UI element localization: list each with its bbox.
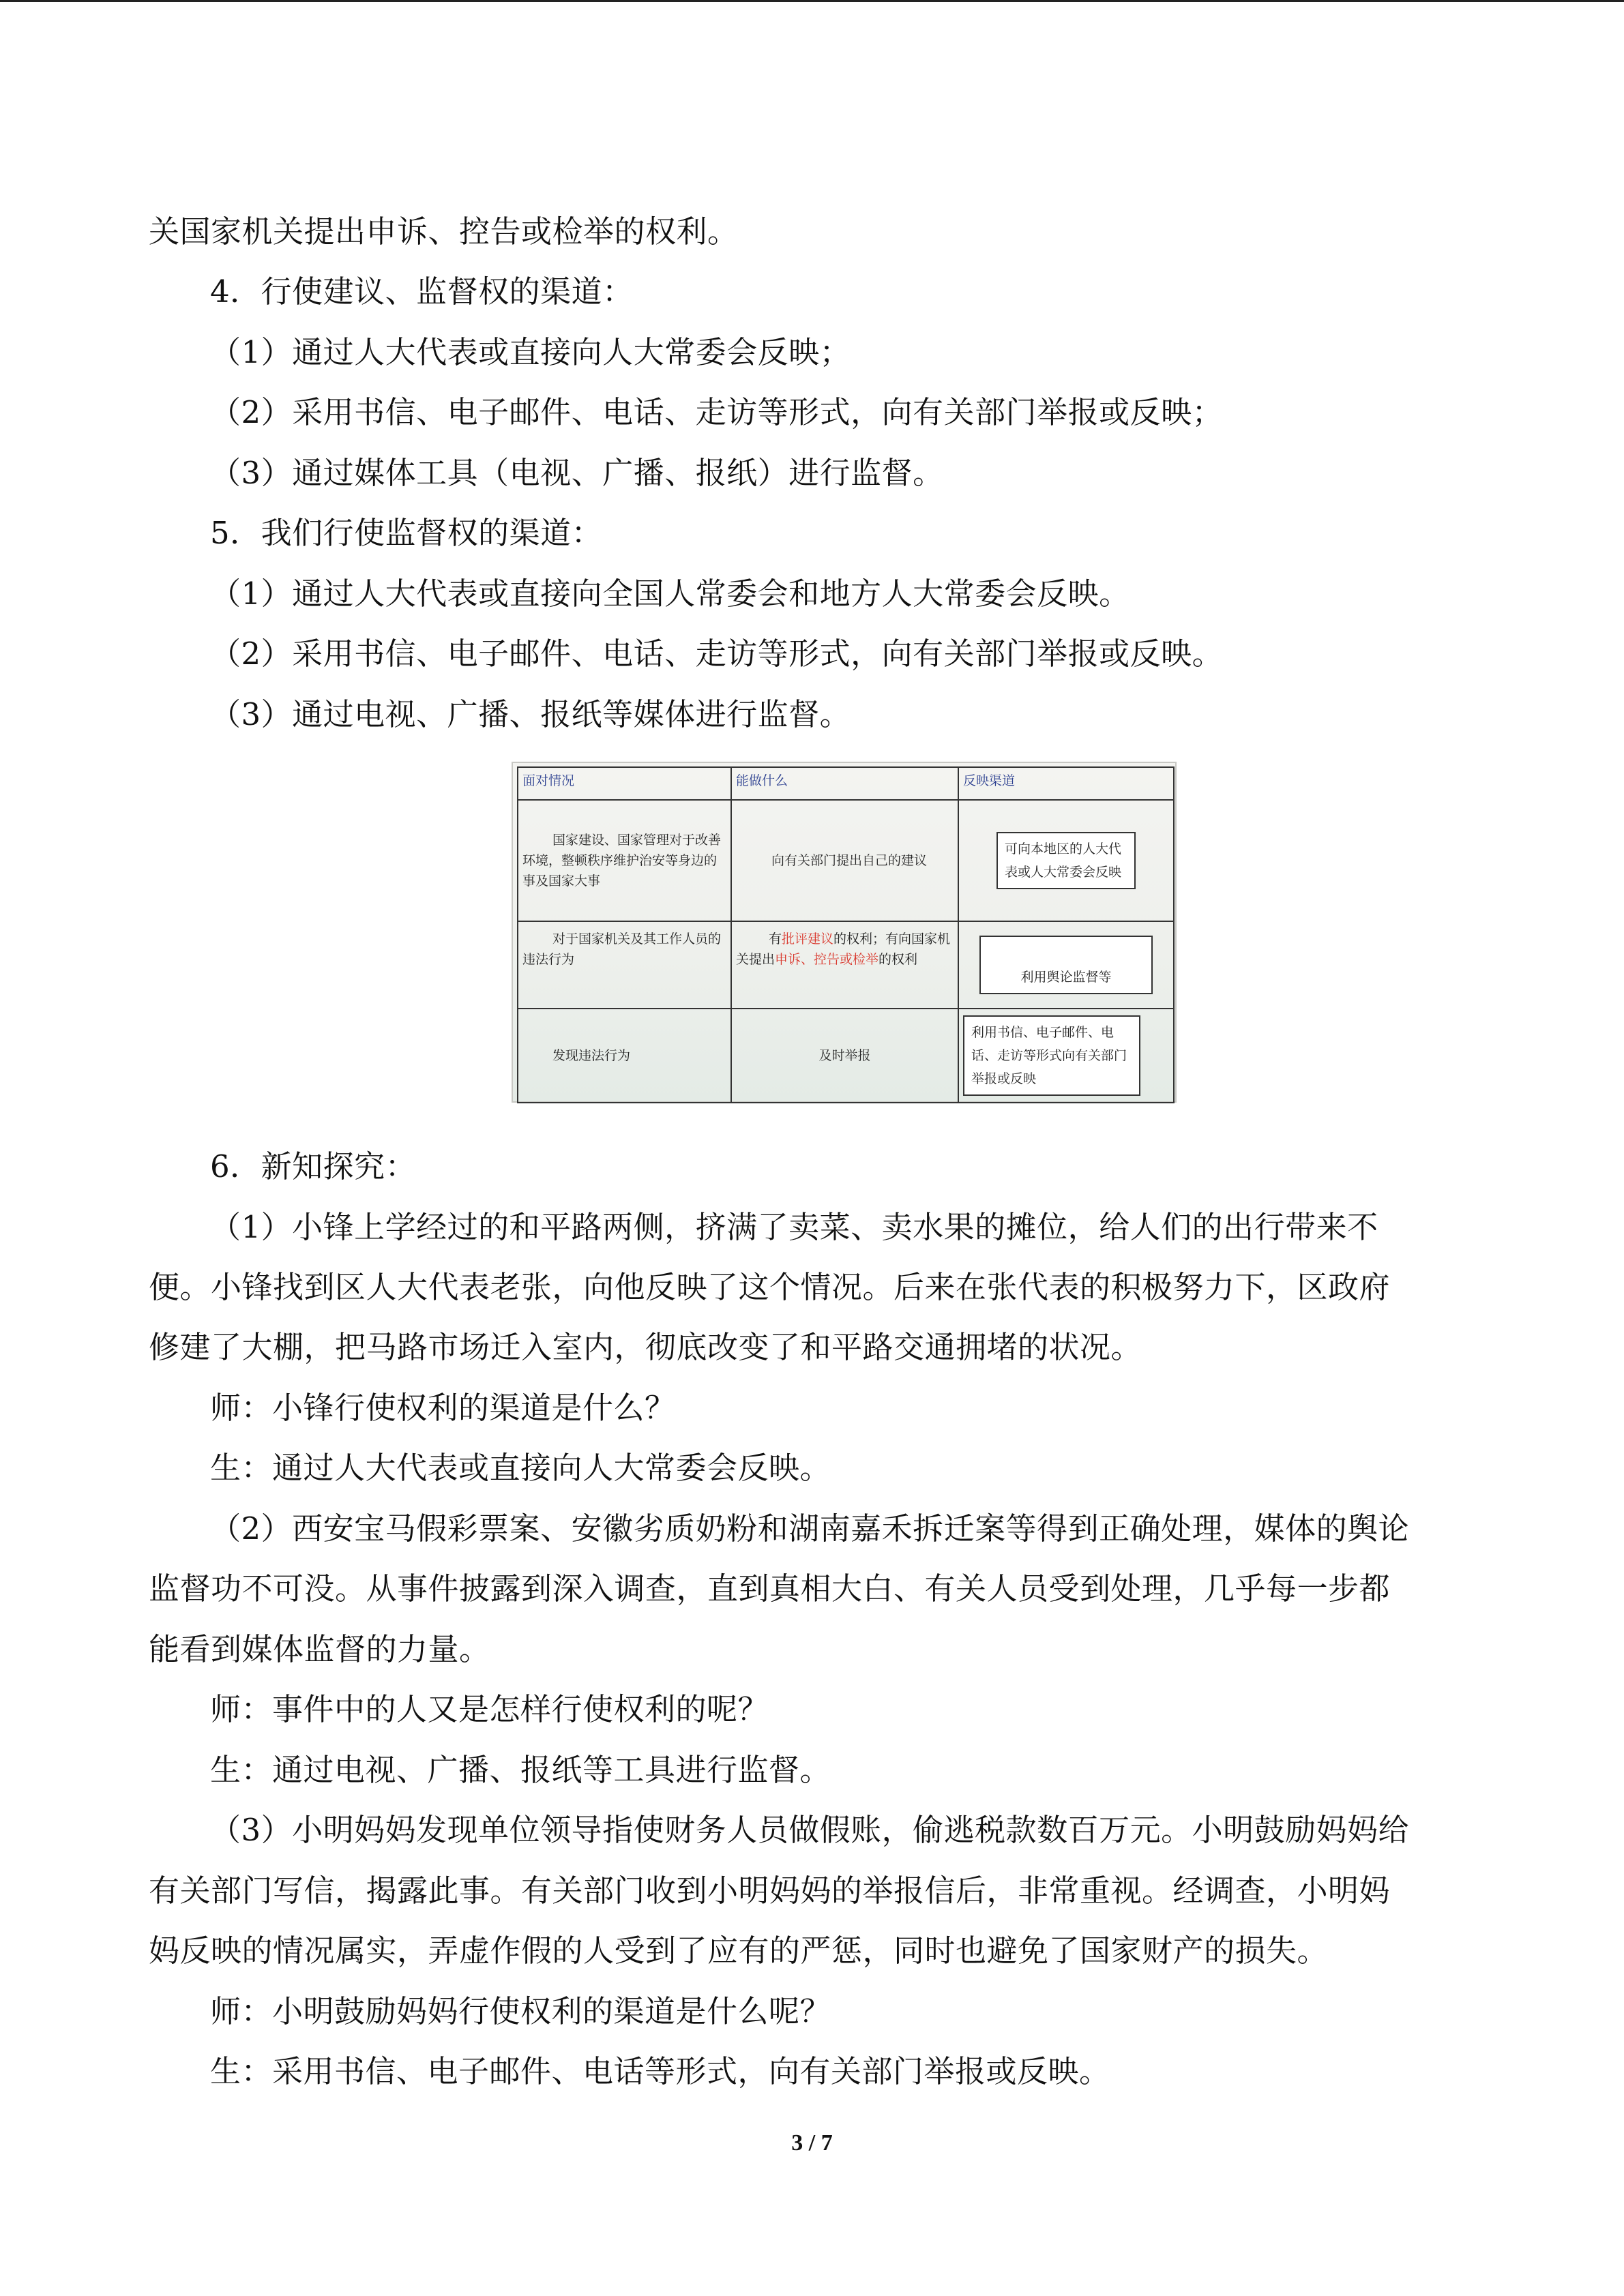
action-highlight: 批评建议 xyxy=(782,931,834,946)
text-line: （3）通过电视、广播、报纸等媒体进行监督。 xyxy=(210,696,851,732)
text-line: 妈反映的情况属实，弄虚作假的人受到了应有的严惩，同时也避免了国家财产的损失。 xyxy=(149,1933,1329,1969)
text-line: （3）通过媒体工具（电视、广播、报纸）进行监督。 xyxy=(210,455,944,491)
table-cell-situation: 发现违法行为 xyxy=(518,1009,731,1103)
action-highlight: 申诉、控告或检举 xyxy=(775,952,879,967)
action-text: 有 xyxy=(769,931,782,946)
text-line: 有关部门写信，揭露此事。有关部门收到小明妈妈的举报信后，非常重视。经调查，小明妈 xyxy=(149,1873,1391,1909)
text-line: 生：通过人大代表或直接向人大常委会反映。 xyxy=(210,1450,831,1486)
table-cell-action: 向有关部门提出自己的建议 xyxy=(731,800,958,921)
action-text: 的权利；有向国家机关提出 xyxy=(736,931,951,967)
text-line: （2）采用书信、电子邮件、电话、走访等形式，向有关部门举报或反映； xyxy=(210,394,1224,430)
text-line: （1）通过人大代表或直接向人大常委会反映； xyxy=(210,334,851,370)
text-line: （1）通过人大代表或直接向全国人常委会和地方人大常委会反映。 xyxy=(210,576,1130,612)
text-line: 关国家机关提出申诉、控告或检举的权利。 xyxy=(149,213,739,250)
text-line: 6．新知探究： xyxy=(210,1148,417,1184)
text-line: 师：小明鼓励妈妈行使权利的渠道是什么呢？ xyxy=(210,1993,831,2029)
page-number: 3 / 7 xyxy=(791,2130,833,2156)
table-cell-channel xyxy=(958,800,1174,921)
table-header-cell: 反映渠道 xyxy=(958,767,1174,800)
text-line: 监督功不可没。从事件披露到深入调查，直到真相大白、有关人员受到处理，几乎每一步都 xyxy=(149,1570,1391,1607)
channel-box: 可向本地区的人大代表或人大常委会反映 xyxy=(996,832,1136,889)
channel-box: 利用书信、电子邮件、电话、走访等形式向有关部门举报或反映 xyxy=(963,1015,1140,1096)
text-line: 便。小锋找到区人大代表老张，向他反映了这个情况。后来在张代表的积极努力下，区政府 xyxy=(149,1269,1391,1305)
text-line: （3）小明妈妈发现单位领导指使财务人员做假账，偷逃税款数百万元。小明鼓励妈妈给 xyxy=(210,1812,1410,1848)
channels-table xyxy=(517,766,1175,1103)
table-cell-channel xyxy=(958,1009,1174,1103)
channel-box: 利用舆论监督等 xyxy=(979,936,1153,994)
text-line: 生：通过电视、广播、报纸等工具进行监督。 xyxy=(210,1752,831,1788)
text-line: 5．我们行使监督权的渠道： xyxy=(210,515,603,551)
text-line: （2）西安宝马假彩票案、安徽劣质奶粉和湖南嘉禾拆迁案等得到正确处理，媒体的舆论 xyxy=(210,1510,1410,1547)
channels-table-image xyxy=(512,762,1177,1103)
text-line: 能看到媒体监督的力量。 xyxy=(149,1631,490,1667)
table-header-cell: 能做什么 xyxy=(731,767,958,800)
table-row xyxy=(518,921,1174,1009)
top-border xyxy=(0,0,1624,2)
text-line: 生：采用书信、电子邮件、电话等形式，向有关部门举报或反映。 xyxy=(210,2053,1110,2089)
text-line: 师：事件中的人又是怎样行使权利的呢？ xyxy=(210,1691,769,1727)
table-cell-action xyxy=(731,921,958,1009)
text-line: （1）小锋上学经过的和平路两侧，挤满了卖菜、卖水果的摊位，给人们的出行带来不 xyxy=(210,1209,1378,1245)
table-row xyxy=(518,1009,1174,1103)
table-header-cell: 面对情况 xyxy=(518,767,731,800)
table-row xyxy=(518,800,1174,921)
table-cell-channel xyxy=(958,921,1174,1009)
text-line: （2）采用书信、电子邮件、电话、走访等形式，向有关部门举报或反映。 xyxy=(210,636,1224,672)
table-cell-situation: 国家建设、国家管理对于改善环境，整顿秩序维护治安等身边的事及国家大事 xyxy=(518,800,731,921)
table-header-row xyxy=(518,767,1174,800)
action-text: 的权利 xyxy=(879,952,918,967)
table-cell-action: 及时举报 xyxy=(731,1009,958,1103)
table-cell-situation: 对于国家机关及其工作人员的违法行为 xyxy=(518,921,731,1009)
text-line: 4．行使建议、监督权的渠道： xyxy=(210,273,634,310)
text-line: 修建了大棚，把马路市场迁入室内，彻底改变了和平路交通拥堵的状况。 xyxy=(149,1329,1142,1365)
text-line: 师：小锋行使权利的渠道是什么？ xyxy=(210,1390,676,1426)
